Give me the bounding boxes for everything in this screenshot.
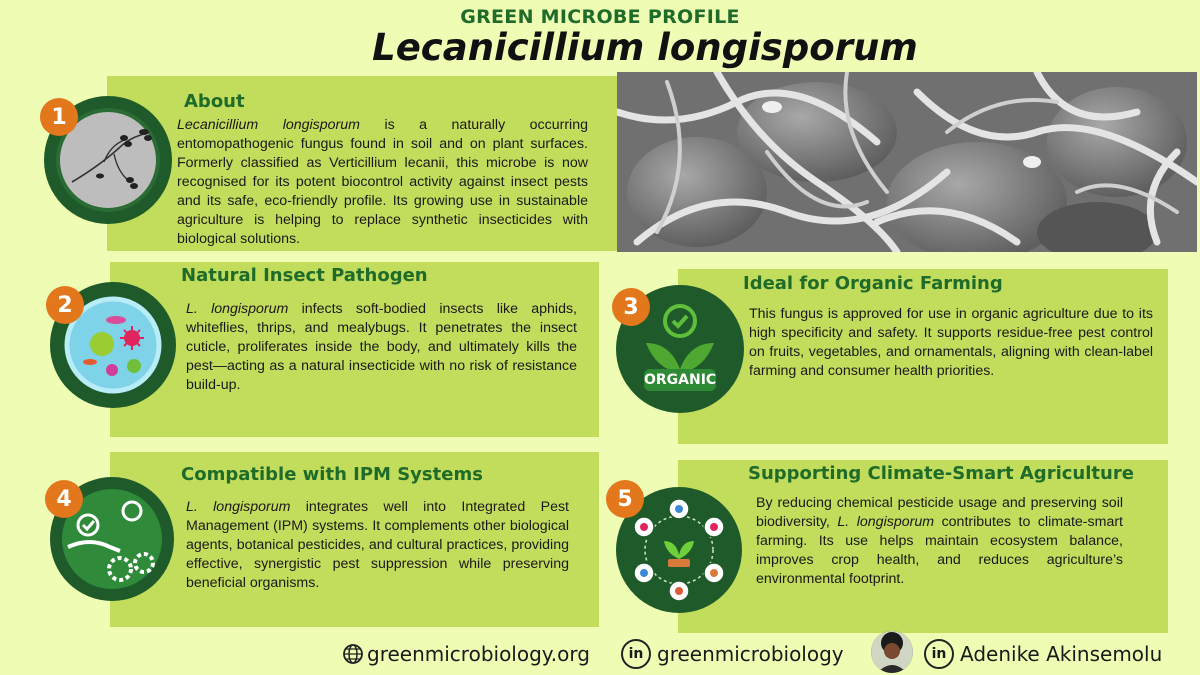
section-body-text: infects soft-bodied insects like aphids, whiteflies, thrips, and mealybugs. It penetrates the insect cuticle, proliferates inside the body, and ultimately kills the pest—acting as a natural insecticide with no risk of resistance build-up. [186,301,578,393]
avatar [871,631,913,673]
section-number-badge: 3 [612,288,650,326]
section-title: About [184,91,245,112]
section-title: Compatible with IPM Systems [181,464,483,485]
section-title: Natural Insect Pathogen [181,265,428,286]
section-body-italic: L. longisporum [186,499,291,515]
section-body [749,305,1153,381]
section-body-text: integrates well into Integrated Pest Management (IPM) systems. It complements other biological agents, botanical pesticides, and cultural practices, providing effective, synergistic pest suppression while preserving beneficial organisms. [186,499,569,591]
section-body [186,498,569,593]
linkedin-icon: in [924,639,954,669]
author-link[interactable]: Adenike Akinsemolu [960,642,1163,666]
website-link[interactable]: greenmicrobiology.org [367,642,590,666]
section-body [177,116,588,249]
section-number-badge: 1 [40,98,78,136]
footer-linkedin-page[interactable] [621,636,844,672]
section-body-pre: By reducing chemical pesticide usage and preserving soil biodiversity, [756,495,1123,530]
section-body [186,300,577,395]
section-body-text: This fungus is approved for use in organic agriculture due to its high specificity and safety. It supports residue-free pest control on fruits, vegetables, and ornamentals, aligning with clean-label farming and consumer health priorities. [749,306,1153,379]
linkedin-icon: in [621,639,651,669]
section-body-text: contributes to climate-smart farming. Its use helps maintain ecosystem balance, improves crop health, and reduces agriculture’s environmental footprint. [756,514,1123,587]
section-body-italic: Lecanicillium longisporum [177,117,360,133]
footer-author[interactable] [924,636,1162,672]
section-body-italic: L. longisporum [186,301,289,317]
section-title: Supporting Climate-Smart Agriculture [748,463,1134,484]
section-number-badge: 5 [606,480,644,518]
organic-icon-label: ORGANIC [644,372,717,388]
section-body-text: is a naturally occurring entomopathogenic fungus found in soil and on plant surfaces. Formerly classified as Verticillium lecanii, this microbe is now recognised for its potent biocontrol activity against insect pests and its safe, eco-friendly profile. Its growing use in sustainable agriculture is helping to replace synthetic insecticides with biological solutions. [177,117,588,247]
section-number-badge: 2 [46,286,84,324]
section-body [756,494,1123,589]
section-number-badge: 4 [45,480,83,518]
linkedin-page-link[interactable]: greenmicrobiology [657,642,844,666]
header-subtitle: GREEN MICROBE PROFILE [460,6,740,28]
globe-icon [342,643,364,665]
sem-micrograph-image [617,72,1197,252]
section-title: Ideal for Organic Farming [743,273,1003,294]
section-body-italic: L. longisporum [837,514,935,530]
page-title: Lecanicillium longisporum [372,26,918,69]
footer-website[interactable] [342,636,590,672]
